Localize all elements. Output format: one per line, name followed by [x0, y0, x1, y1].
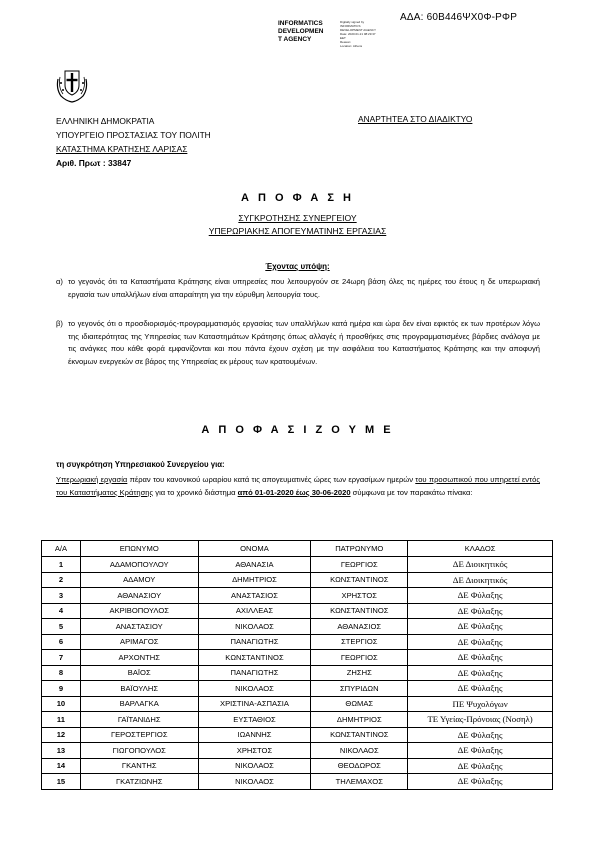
- first-name-cell: ΚΩΝΣΤΑΝΤΙΝΟΣ: [198, 650, 311, 666]
- stamp-line: INFORMATICS: [278, 20, 323, 27]
- father-name-cell: ΘΩΜΑΣ: [311, 696, 408, 712]
- first-name-cell: ΠΑΝΑΓΙΩΤΗΣ: [198, 665, 311, 681]
- row-number: 8: [42, 665, 81, 681]
- father-name-cell: ΓΕΩΡΓΙΟΣ: [311, 650, 408, 666]
- father-name-cell: ΘΕΟΔΩΡΟΣ: [311, 758, 408, 774]
- surname-cell: ΑΝΑΣΤΑΣΙΟΥ: [80, 619, 198, 635]
- header-prison: ΚΑΤΑΣΤΗΜΑ ΚΡΑΤΗΣΗΣ ΛΑΡΙΣΑΣ: [56, 144, 188, 154]
- stamp-detail: DEVELOPMENT AGENCY: [340, 28, 376, 32]
- table-row: [42, 743, 553, 759]
- row-number: 1: [42, 557, 81, 573]
- table-row: [42, 665, 553, 681]
- surname-cell: ΑΘΑΝΑΣΙΟΥ: [80, 588, 198, 604]
- branch-cell: ΔΕ Φύλαξης: [408, 681, 553, 697]
- table-row: [42, 712, 553, 728]
- surname-cell: ΒΑΡΛΑΓΚΑ: [80, 696, 198, 712]
- father-name-cell: ΑΘΑΝΑΣΙΟΣ: [311, 619, 408, 635]
- first-name-cell: ΧΡΙΣΤΙΝΑ-ΑΣΠΑΣΙΑ: [198, 696, 311, 712]
- surname-cell: ΓΙΩΓΟΠΟΥΛΟΣ: [80, 743, 198, 759]
- first-name-cell: ΝΙΚΟΛΑΟΣ: [198, 774, 311, 790]
- row-number: 14: [42, 758, 81, 774]
- first-name-cell: ΑΧΙΛΛΕΑΣ: [198, 603, 311, 619]
- table-row: [42, 572, 553, 588]
- staff-table: [41, 540, 553, 790]
- first-name-cell: ΝΙΚΟΛΑΟΣ: [198, 758, 311, 774]
- table-header-row: [42, 541, 553, 557]
- branch-cell: ΔΕ Διοικητικός: [408, 557, 553, 573]
- father-name-cell: ΣΠΥΡΙΔΩΝ: [311, 681, 408, 697]
- table-row: [42, 588, 553, 604]
- table-row: [42, 650, 553, 666]
- stamp-detail: INFORMATICS: [340, 24, 361, 28]
- surname-cell: ΒΑΪΟΥΛΗΣ: [80, 681, 198, 697]
- branch-cell: ΔΕ Φύλαξης: [408, 588, 553, 604]
- branch-cell: ΔΕ Φύλαξης: [408, 774, 553, 790]
- table-row: [42, 696, 553, 712]
- table-row: [42, 727, 553, 743]
- father-name-cell: ΣΤΕΡΓΙΟΣ: [311, 634, 408, 650]
- column-header: Α/Α: [42, 541, 81, 557]
- branch-cell: ΔΕ Φύλαξης: [408, 743, 553, 759]
- column-header: ΟΝΟΜΑ: [198, 541, 311, 557]
- stamp-detail: Location: Athens: [340, 44, 363, 48]
- surname-cell: ΓΚΑΤΖΙΩΝΗΣ: [80, 774, 198, 790]
- protocol-number: Αριθ. Πρωτ : 33847: [56, 158, 132, 168]
- surname-cell: ΓΕΡΟΣΤΕΡΓΙΟΣ: [80, 727, 198, 743]
- branch-cell: ΔΕ Φύλαξης: [408, 619, 553, 635]
- surname-cell: ΑΔΑΜΟΥ: [80, 572, 198, 588]
- subtitle-line: ΣΥΓΚΡΟΤΗΣΗΣ ΣΥΝΕΡΓΕΙΟΥ: [238, 213, 357, 223]
- row-number: 13: [42, 743, 81, 759]
- considering-label: Έχοντας υπόψη:: [265, 262, 330, 271]
- branch-cell: ΔΕ Διοικητικός: [408, 572, 553, 588]
- formation-label: τη συγκρότηση Υπηρεσιακού Συνεργείου για:: [56, 460, 225, 469]
- row-number: 2: [42, 572, 81, 588]
- period-term: από 01-01-2020 έως 30-06-2020: [237, 487, 351, 497]
- father-name-cell: ΝΙΚΟΛΑΟΣ: [311, 743, 408, 759]
- row-number: 15: [42, 774, 81, 790]
- stamp-detail: EET: [340, 36, 346, 40]
- father-name-cell: ΓΕΩΡΓΙΟΣ: [311, 557, 408, 573]
- item-key: β): [56, 319, 63, 328]
- branch-cell: ΤΕ Υγείας-Πρόνοιας (Νοσηλ): [408, 712, 553, 728]
- paragraph-text: σύμφωνα με τον παρακάτω πίνακα:: [350, 487, 473, 497]
- surname-cell: ΓΚΑΝΤΗΣ: [80, 758, 198, 774]
- row-number: 6: [42, 634, 81, 650]
- item-text: το γεγονός ότι ο προσδιορισμός-προγραμματισμός εργασίας των υπαλλήλων κατά ημέρα και ώρα δεν είναι εφικτός εκ των προτέρων λόγω της ιδιαιτερότητας της Υπηρεσίας των Καταστημάτων Κράτησης όπως αλλαγές ή προσθήκες στις προγραμματισμένες βάρδιες ανάλογα με τις ανάγκες που κάθε φορά εμφανίζονται και που πάντα έχουν σχέση με την ασφάλεια του Καταστήματος Κράτησης και την αποφυγή έκνομων ενεργειών σε βάρος της Υπηρεσίας εκ μέρους των κρατουμένων.: [68, 319, 540, 366]
- surname-cell: ΑΡΙΜΑΓΟΣ: [80, 634, 198, 650]
- branch-cell: ΔΕ Φύλαξης: [408, 603, 553, 619]
- table-row: [42, 681, 553, 697]
- father-name-cell: ΚΩΝΣΤΑΝΤΙΝΟΣ: [311, 572, 408, 588]
- paragraph-text: πέραν του κανονικού ωραρίου κατά τις απογευματινές ώρες των εργασίμων ημερών: [127, 475, 416, 484]
- stamp-detail: Reason:: [340, 40, 352, 44]
- decision-title: Α Π Ο Φ Α Σ Η: [241, 192, 354, 204]
- branch-cell: ΔΕ Φύλαξης: [408, 634, 553, 650]
- internet-posting-label: ΑΝΑΡΤΗΤΕΑ ΣΤΟ ΔΙΑΔΙΚΤΥΟ: [358, 114, 473, 124]
- first-name-cell: ΙΩΑΝΝΗΣ: [198, 727, 311, 743]
- table-row: [42, 774, 553, 790]
- first-name-cell: ΧΡΗΣΤΟΣ: [198, 743, 311, 759]
- father-name-cell: ΚΩΝΣΤΑΝΤΙΝΟΣ: [311, 727, 408, 743]
- row-number: 12: [42, 727, 81, 743]
- overtime-term: Υπερωριακή εργασία: [56, 475, 128, 484]
- father-name-cell: ΖΗΣΗΣ: [311, 665, 408, 681]
- ada-code: ΑΔΑ: 60Β446ΨΧ0Φ-ΡΦΡ: [400, 12, 518, 23]
- header-republic: ΕΛΛΗΝΙΚΗ ΔΗΜΟΚΡΑΤΙΑ: [56, 116, 155, 126]
- decision-paragraph: [56, 474, 540, 499]
- father-name-cell: ΔΗΜΗΤΡΙΟΣ: [311, 712, 408, 728]
- branch-cell: ΔΕ Φύλαξης: [408, 650, 553, 666]
- first-name-cell: ΠΑΝΑΓΙΩΤΗΣ: [198, 634, 311, 650]
- signature-stamp-details: [340, 20, 390, 48]
- signature-stamp: [278, 20, 338, 44]
- greek-coat-of-arms-icon: [55, 65, 89, 103]
- father-name-cell: ΧΡΗΣΤΟΣ: [311, 588, 408, 604]
- table-row: [42, 634, 553, 650]
- we-decide-title: Α Π Ο Φ Α Σ Ι Ζ Ο Υ Μ Ε: [201, 424, 394, 436]
- item-text: το γεγονός ότι τα Καταστήματα Κράτησης είναι υπηρεσίες που λειτουργούν σε 24ωρη βάση όλες τις ημέρες του έτους η δε υπερωριακή εργασία των υπαλλήλων είναι απαραίτητη για την εύρυθμη λειτουργία τους.: [68, 277, 540, 299]
- first-name-cell: ΝΙΚΟΛΑΟΣ: [198, 619, 311, 635]
- row-number: 7: [42, 650, 81, 666]
- surname-cell: ΓΑΪΤΑΝΙΔΗΣ: [80, 712, 198, 728]
- staff-term: του προσωπικού που υπηρετεί εντός του Καταστήματος Κράτησης: [56, 475, 540, 497]
- column-header: ΠΑΤΡΩΝΥΜΟ: [311, 541, 408, 557]
- paragraph-text: για το χρονικό διάστημα: [153, 487, 238, 497]
- branch-cell: ΔΕ Φύλαξης: [408, 727, 553, 743]
- decision-subtitle: [0, 212, 595, 238]
- considering-item-a: [56, 276, 540, 301]
- table-row: [42, 557, 553, 573]
- branch-cell: ΔΕ Φύλαξης: [408, 665, 553, 681]
- table-row: [42, 619, 553, 635]
- father-name-cell: ΤΗΛΕΜΑΧΟΣ: [311, 774, 408, 790]
- surname-cell: ΑΡΧΟΝΤΗΣ: [80, 650, 198, 666]
- father-name-cell: ΚΩΝΣΤΑΝΤΙΝΟΣ: [311, 603, 408, 619]
- branch-cell: ΠΕ Ψυχολόγων: [408, 696, 553, 712]
- stamp-detail: Date: 2020.01.21 08:29:37: [340, 32, 376, 36]
- item-key: α): [56, 277, 63, 286]
- row-number: 5: [42, 619, 81, 635]
- first-name-cell: ΑΝΑΣΤΑΣΙΟΣ: [198, 588, 311, 604]
- column-header: ΕΠΩΝΥΜΟ: [80, 541, 198, 557]
- row-number: 10: [42, 696, 81, 712]
- stamp-detail: Digitally signed by: [340, 20, 365, 24]
- subtitle-line: ΥΠΕΡΩΡΙΑΚΗΣ ΑΠΟΓΕΥΜΑΤΙΝΗΣ ΕΡΓΑΣΙΑΣ: [208, 226, 387, 236]
- header-ministry: ΥΠΟΥΡΓΕΙΟ ΠΡΟΣΤΑΣΙΑΣ ΤΟΥ ΠΟΛΙΤΗ: [56, 130, 211, 140]
- row-number: 9: [42, 681, 81, 697]
- first-name-cell: ΕΥΣΤΑΘΙΟΣ: [198, 712, 311, 728]
- table-row: [42, 603, 553, 619]
- stamp-line: T AGENCY: [278, 36, 312, 43]
- row-number: 3: [42, 588, 81, 604]
- first-name-cell: ΝΙΚΟΛΑΟΣ: [198, 681, 311, 697]
- stamp-line: DEVELOPMEN: [278, 28, 324, 35]
- row-number: 4: [42, 603, 81, 619]
- branch-cell: ΔΕ Φύλαξης: [408, 758, 553, 774]
- surname-cell: ΑΚΡΙΒΟΠΟΥΛΟΣ: [80, 603, 198, 619]
- issuer-header: [56, 114, 211, 170]
- first-name-cell: ΔΗΜΗΤΡΙΟΣ: [198, 572, 311, 588]
- first-name-cell: ΑΘΑΝΑΣΙΑ: [198, 557, 311, 573]
- table-row: [42, 758, 553, 774]
- surname-cell: ΑΔΑΜΟΠΟΥΛΟΥ: [80, 557, 198, 573]
- considering-item-b: [56, 318, 540, 368]
- row-number: 11: [42, 712, 81, 728]
- column-header: ΚΛΑΔΟΣ: [408, 541, 553, 557]
- surname-cell: ΒΑΪΟΣ: [80, 665, 198, 681]
